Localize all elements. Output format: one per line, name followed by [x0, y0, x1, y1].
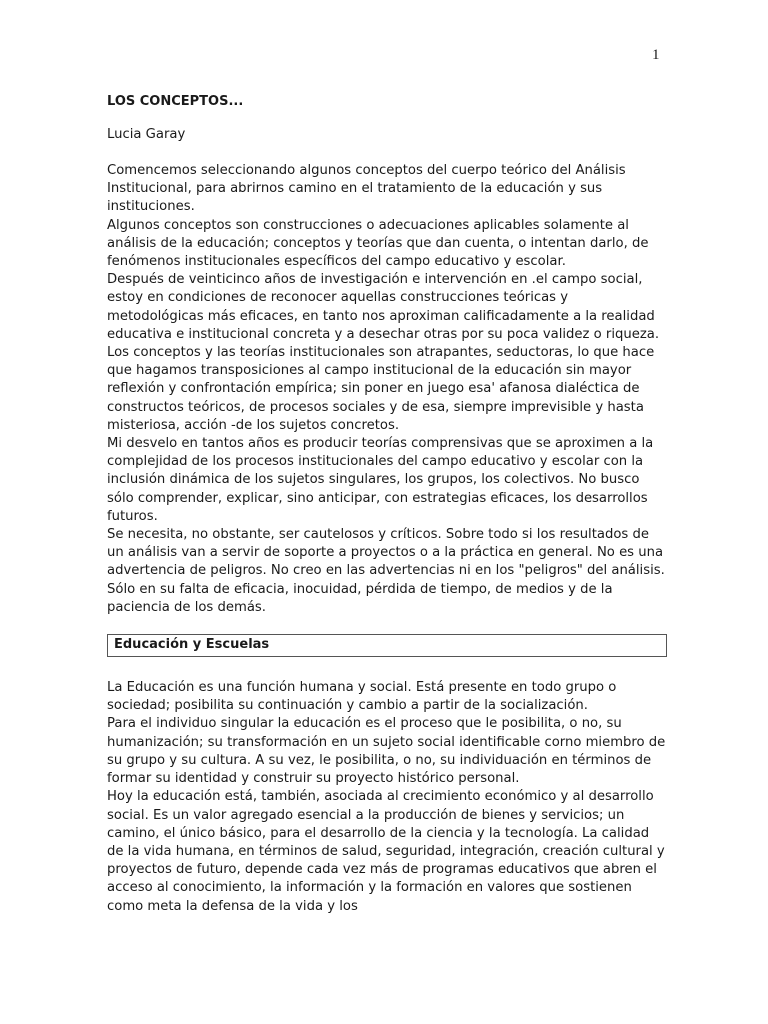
intro-section — [107, 162, 667, 617]
section-heading: Educación y Escuelas — [107, 634, 667, 657]
paragraph: Para el individuo singular la educación es el proceso que le posibilita, o no, su humanización; su transformación en un sujeto social identificable corno miembro de su grupo y su cultura. A su vez, le posibilita, o no, su individuación en términos de formar su identidad y construir su proyecto histórico personal. — [107, 716, 666, 787]
paragraph: La Educación es una función humana y social. Está presente en todo grupo o sociedad; posibilita su continuación y cambio a partir de la socialización. — [107, 680, 617, 714]
paragraph: Comencemos seleccionando algunos conceptos del cuerpo teórico del Análisis Institucional, para abrirnos camino en el tratamiento de la educación y sus instituciones. — [107, 163, 626, 215]
paragraph: Hoy la educación está, también, asociada al crecimiento económico y al desarrollo social. Es un valor agregado esencial a la producción de bienes y servicios; un camino, el único básico, para el desarrollo de la ciencia y la tecnología. La calidad de la vida humana, en términos de salud, seguridad, integración, creación cultural y proyectos de futuro, depende cada vez más de programas educativos que abren el acceso al conocimiento, la información y la formación en valores que sostienen como meta la defensa de la vida y los — [107, 789, 665, 914]
paragraph: Algunos conceptos son construcciones o adecuaciones aplicables solamente al análisis de la educación; conceptos y teorías que dan cuenta, o intentan darlo, de fenómenos institucionales específicos del campo educativo y escolar. — [107, 217, 649, 270]
paragraph: Se necesita, no obstante, ser cautelosos y críticos. Sobre todo si los resultados de un análisis van a servir de soporte a proyectos o a la práctica en general. No es una advertencia de peligros. No creo en las advertencias ni en los "peligros" del análisis. Sólo en su falta de eficacia, inocuidad, pérdida de tiempo, de medios y de la paciencia de los demás. — [107, 527, 665, 615]
document-title: LOS CONCEPTOS... — [107, 94, 244, 109]
education-section — [107, 679, 667, 916]
paragraph: Después de veinticinco años de investigación e intervención en .el campo social, estoy en condiciones de reconocer aquellas construcciones teóricas y metodológicas más eficaces, en tanto nos aproximan calificadamente a la realidad educativa e institucional concreta y a desechar otras por su poca validez o riqueza. — [107, 272, 660, 342]
paragraph: Los conceptos y las teorías institucionales son atrapantes, seductoras, lo que hace que hagamos transposiciones al campo institucional de la educación sin mayor reflexión y confrontación empírica; sin poner en juego esa' afanosa dialéctica de constructos teóricos, de procesos sociales y de esa, siempre imprevisible y hasta misteriosa, acción -de los sujetos concretos. — [107, 345, 655, 433]
paragraph: Mi desvelo en tantos años es producir teorías comprensivas que se aproximen a la complejidad de los procesos institucionales del campo educativo y escolar con la inclusión dinámica de los sujetos singulares, los grupos, los colectivos. No busco sólo comprender, explicar, sino anticipar, con estrategias eficaces, los desarrollos futuros. — [107, 436, 654, 524]
document-body — [107, 92, 667, 916]
author-name: Lucia Garay — [107, 127, 186, 142]
page-number: 1 — [652, 47, 660, 63]
